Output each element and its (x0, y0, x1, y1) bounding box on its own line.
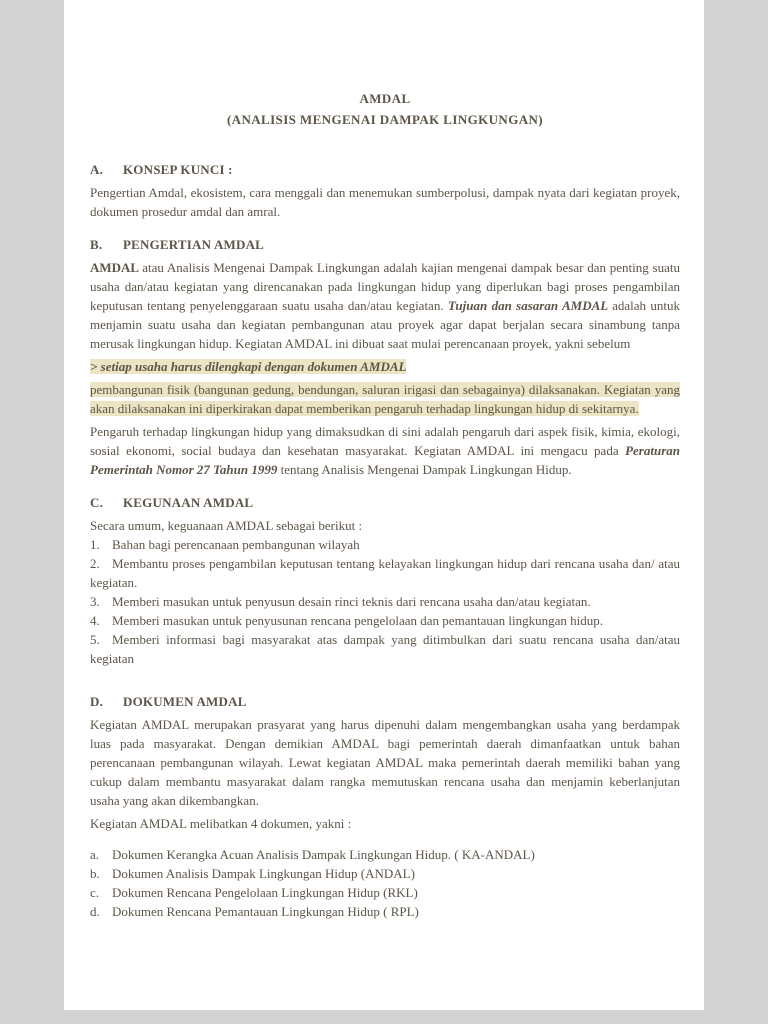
text-run: Pengertian Amdal, ekosistem, cara menggali dan menemukan sumberpolusi, dampak nyata dari kegiatan proyek, dokumen prosedur amdal dan amral. (90, 185, 680, 219)
text-run: Memberi informasi bagi masyarakat atas dampak yang ditimbulkan dari suatu rencana usaha dan/atau kegiatan (90, 632, 680, 666)
section-letter: C. (90, 495, 104, 510)
para-empat-dokumen (90, 814, 680, 833)
text-run: KEGUNAAN AMDAL (123, 495, 254, 510)
heading-d (90, 692, 680, 711)
para-pengertian-amdal (90, 258, 680, 353)
para-dokumen-amdal (90, 715, 680, 810)
text-run: AMDAL (359, 91, 411, 106)
text-run: (ANALISIS MENGENAI DAMPAK LINGKUNGAN) (226, 112, 544, 127)
text-run: Bahan bagi perencanaan pembangunan wilayah (112, 537, 360, 552)
text-run: Peraturan Pemerintah Nomor 27 Tahun 1999 (90, 443, 680, 477)
heading-c (90, 493, 680, 512)
kegunaan-item-5 (90, 630, 680, 668)
para-kegunaan-intro (90, 516, 680, 535)
text-run: Secara umum, keguanaan AMDAL sebagai berikut : (90, 518, 363, 533)
kegunaan-item-4 (90, 611, 680, 630)
text-run: Memberi masukan untuk penyusunan rencana pengelolaan dan pemantauan lingkungan hidup. (112, 613, 603, 628)
text-run: Memberi masukan untuk penyusun desain rinci teknis dari rencana usaha dan/atau kegiatan. (112, 594, 591, 609)
text-run: tentang Analisis Mengenai Dampak Lingkungan Hidup. (280, 462, 572, 477)
para-highlighted (90, 380, 680, 418)
text-run: > setiap usaha harus dilengkapi dengan dokumen AMDAL (90, 359, 407, 374)
para-konsep-kunci (90, 183, 680, 221)
kegunaan-item-3 (90, 592, 680, 611)
text-run: adalah untuk menjamin suatu usaha dan kegiatan pembangunan atau proyek agar dapat berjalan secara sinambung tanpa merusak lingkungan hidup. Kegiatan AMDAL ini dibuat saat mulai perencanaan proyek, yakni sebelum (90, 298, 680, 351)
text-run: Pengaruh terhadap lingkungan hidup yang dimaksudkan di sini adalah pengaruh dari aspek fisik, kimia, ekologi, sosial ekonomi, social budaya dan kesehatan masyarakat. Kegiatan AMDAL ini mengacu pada (90, 424, 680, 458)
doc-title-line1 (90, 88, 680, 109)
list-marker: b. (90, 866, 100, 881)
text-run: Dokumen Kerangka Acuan Analisis Dampak Lingkungan Hidup. ( KA-ANDAL) (112, 847, 535, 862)
text-run: KONSEP KUNCI : (123, 162, 233, 177)
text-run: Dokumen Rencana Pengelolaan Lingkungan Hidup (RKL) (112, 885, 418, 900)
kegunaan-item-2 (90, 554, 680, 592)
doc-title-line2 (90, 109, 680, 130)
text-run: DOKUMEN AMDAL (123, 694, 247, 709)
section-letter: D. (90, 694, 104, 709)
text-run: atau Analisis Mengenai Dampak Lingkungan adalah kajian mengenai dampak besar dan penting suatu usaha dan/atau kegiatan yang direncanakan pada lingkungan hidup yang diperlukan bagi proses pengambilan keputusan tentang penyelenggaraan suatu usaha dan/atau kegiatan. (90, 260, 680, 313)
text-run: Kegiatan AMDAL melibatkan 4 dokumen, yakni : (90, 816, 352, 831)
text-run: Kegiatan AMDAL merupakan prasyarat yang harus dipenuhi dalam mengembangkan usaha yang berdampak luas pada masyarakat. Dengan demikian AMDAL bagi pemerintah daerah dimanfaatkan untuk bahan perencanaan pembangunan wilayah. Lewat kegiatan AMDAL maka pemerintah daerah memiliki bahan yang cukup dalam membantu masyarakat dalam rangka memutuskan rencana usaha dan menjamin keberlanjutan usaha yang akan dikembangkan. (90, 717, 680, 808)
para-pengaruh (90, 422, 680, 479)
list-marker: c. (90, 885, 100, 900)
kegunaan-item-1 (90, 535, 680, 554)
text-run: Tujuan dan sasaran AMDAL (447, 298, 613, 313)
document-content (90, 88, 680, 921)
heading-b (90, 235, 680, 254)
dokumen-item-a (90, 845, 680, 864)
list-marker: 4. (90, 613, 100, 628)
list-marker: a. (90, 847, 100, 862)
list-marker: d. (90, 904, 100, 919)
spacer-before-doc-list (90, 833, 680, 845)
dokumen-item-c (90, 883, 680, 902)
section-letter: A. (90, 162, 104, 177)
text-run: PENGERTIAN AMDAL (123, 237, 265, 252)
section-letter: B. (90, 237, 103, 252)
text-run: pembangunan fisik (bangunan gedung, bendungan, saluran irigasi dan sebagainya) dilaksanakan. Kegiatan yang akan dilaksanakan ini diperkirakan dapat memberikan pengaruh terhadap lingkungan hidup di sekitarnya. (90, 382, 680, 416)
text-run: Dokumen Rencana Pemantauan Lingkungan Hidup ( RPL) (112, 904, 419, 919)
text-run: AMDAL (90, 260, 143, 275)
list-marker: 3. (90, 594, 100, 609)
text-run: Membantu proses pengambilan keputusan tentang kelayakan lingkungan hidup dari rencana usaha dan/ atau kegiatan. (90, 556, 680, 590)
heading-a (90, 160, 680, 179)
list-marker: 2. (90, 556, 100, 571)
list-marker: 5. (90, 632, 100, 647)
text-run: Dokumen Analisis Dampak Lingkungan Hidup (ANDAL) (112, 866, 415, 881)
list-marker: 1. (90, 537, 100, 552)
para-highlight-callout (90, 357, 680, 376)
dokumen-item-d (90, 902, 680, 921)
document-page (64, 0, 704, 1010)
dokumen-item-b (90, 864, 680, 883)
